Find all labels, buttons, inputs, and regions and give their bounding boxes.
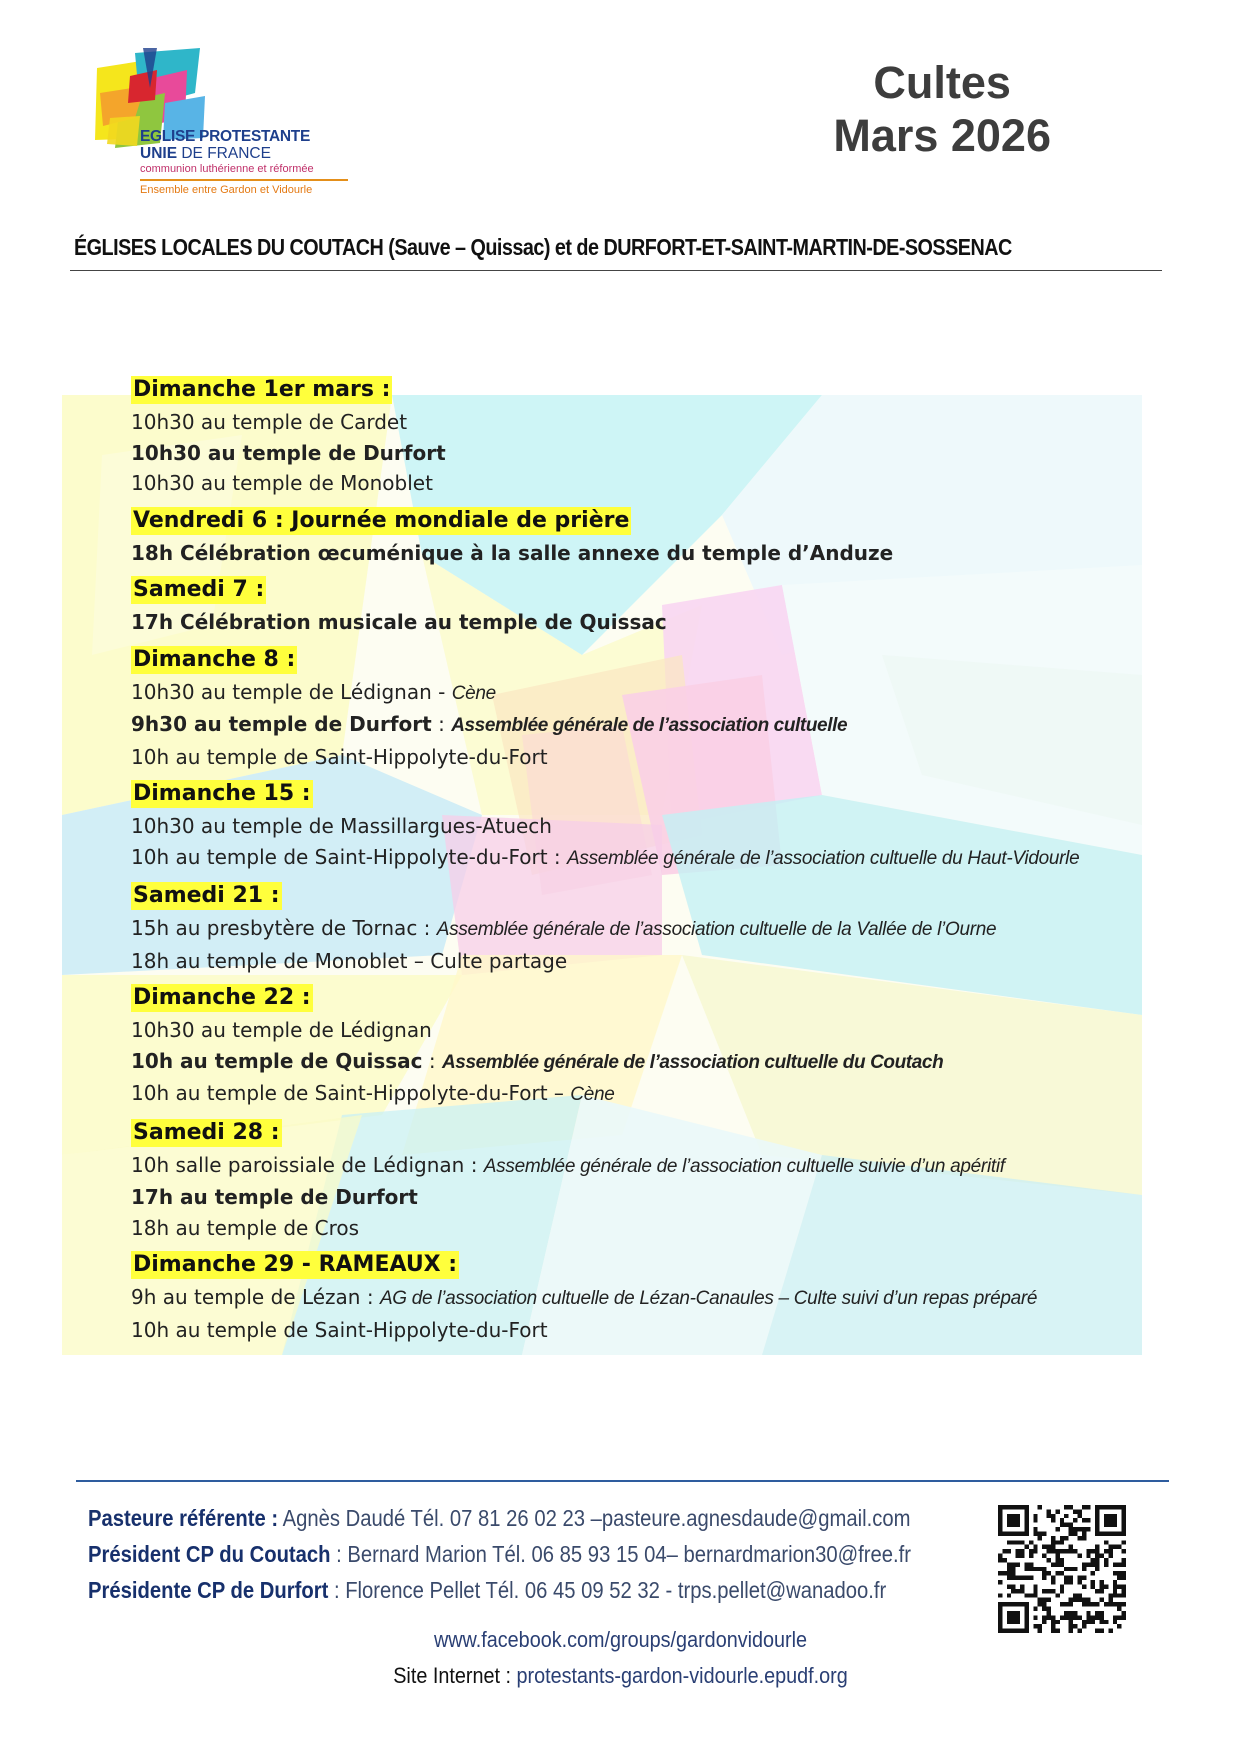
schedule-day (131, 780, 1131, 874)
service-entry (131, 1282, 1131, 1315)
service-time-place: 10h30 au temple de Durfort (131, 440, 446, 465)
schedule-day (131, 507, 1131, 569)
service-note: Assemblée générale de l’association cultuelle suivie d’un apéritif (483, 1155, 1005, 1177)
service-separator: : (360, 1285, 380, 1309)
service-separator: : (464, 1152, 484, 1177)
logo-line-4: Ensemble entre Gardon et Vidourle (140, 184, 313, 196)
service-time-place: 10h30 au temple de Monoblet (131, 471, 433, 495)
schedule-day (131, 646, 1131, 773)
subtitle-divider (70, 270, 1162, 271)
service-time-place: 18h au temple de Cros (131, 1215, 360, 1240)
schedule-day (131, 1251, 1131, 1345)
service-time-place: 10h salle paroissiale de Lédignan (131, 1152, 465, 1177)
service-time-place: 10h au temple de Saint-Hippolyte-du-Fort (131, 1081, 548, 1105)
service-entry (131, 946, 1131, 977)
logo-line-2-rest: DE FRANCE (177, 145, 271, 162)
logo-divider (140, 179, 348, 181)
schedule-day (131, 984, 1131, 1111)
day-heading: Samedi 7 : (133, 577, 265, 602)
day-heading: Dimanche 29 - RAMEAUX : (133, 1252, 458, 1277)
contact-text: Agnès Daudé Tél. 07 81 26 02 23 –pasteure.agnesdaude@gmail.com (278, 1505, 911, 1531)
title-line-2: Mars 2026 (833, 110, 1051, 161)
service-note: AG de l’association cultuelle de Lézan-Canaules – Culte suivi d’un repas préparé (379, 1288, 1038, 1309)
qr-code-icon (998, 1505, 1126, 1633)
logo-line-2 (140, 145, 385, 162)
service-note: Assemblée générale de l’association cultuelle (451, 715, 848, 736)
service-separator: – (547, 1081, 571, 1105)
service-time-place: 10h30 au temple de Lédignan (131, 1018, 432, 1042)
schedule (131, 376, 1131, 1353)
title-line-1: Cultes (873, 57, 1011, 108)
day-heading: Dimanche 22 : (133, 985, 311, 1010)
service-entry (131, 438, 1131, 469)
service-separator: - (431, 679, 452, 704)
day-heading: Vendredi 6 : Journée mondiale de prière (133, 507, 630, 533)
service-time-place: 18h Célébration œcuménique à la salle annexe du temple d’Anduze (131, 540, 894, 565)
page-title (833, 56, 1051, 162)
service-time-place: 15h au presbytère de Tornac (131, 916, 418, 940)
service-note: Assemblée générale de l’association cultuelle du Coutach (441, 1051, 944, 1073)
contact-label: Président CP du Coutach (88, 1541, 331, 1567)
contacts (88, 1500, 1023, 1608)
service-time-place: 9h30 au temple de Durfort (131, 712, 432, 736)
schedule-day (131, 1119, 1131, 1244)
service-time-place: 10h au temple de Saint-Hippolyte-du-Fort (131, 1317, 548, 1342)
schedule-day (131, 376, 1131, 499)
service-time-place: 10h au temple de Quissac (131, 1048, 423, 1073)
logo-line-3: communion luthérienne et réformée (140, 163, 314, 175)
service-entry (131, 1046, 1131, 1079)
website-label: Site Internet : (393, 1663, 517, 1688)
service-time-place: 9h au temple de Lézan (131, 1285, 361, 1309)
day-heading: Samedi 28 : (133, 1119, 280, 1145)
day-heading: Samedi 21 : (133, 883, 280, 908)
service-time-place: 10h au temple de Saint-Hippolyte-du-Fort (131, 844, 548, 869)
service-separator: : (422, 1048, 442, 1073)
service-time-place: 10h30 au temple de Lédignan (131, 679, 432, 704)
service-time-place: 10h au temple de Saint-Hippolyte-du-Fort (131, 744, 548, 769)
service-time-place: 10h30 au temple de Cardet (131, 410, 408, 434)
schedule-day (131, 576, 1131, 638)
service-time-place: 18h au temple de Monoblet – Culte partage (131, 948, 568, 973)
contact-pasteure (88, 1500, 911, 1536)
facebook-link[interactable]: www.facebook.com/groups/gardonvidourle (433, 1627, 808, 1652)
logo-text (140, 128, 385, 197)
service-entry (131, 607, 1131, 638)
service-note: Cène (451, 682, 496, 704)
service-note: Assemblée générale de l’association cultuelle de la Vallée de l’Ourne (436, 919, 997, 940)
service-entry (131, 842, 1131, 875)
service-entry (131, 1015, 1131, 1046)
service-entry (131, 913, 1131, 946)
day-heading: Dimanche 1er mars : (133, 377, 391, 402)
service-entry (131, 538, 1131, 569)
service-entry (131, 468, 1131, 499)
service-entry (131, 1182, 1131, 1213)
service-separator: : (417, 916, 437, 940)
logo-line-1: EGLISE PROTESTANTE (140, 128, 310, 145)
service-entry (131, 709, 1131, 742)
service-entry (131, 1078, 1131, 1111)
service-note: Assemblée générale de l’association cultuelle du Haut-Vidourle (567, 847, 1080, 869)
footer-divider (76, 1480, 1169, 1482)
page-subtitle: ÉGLISES LOCALES DU COUTACH (Sauve – Quissac) et de DURFORT-ET-SAINT-MARTIN-DE-SOSSENAC (74, 234, 1012, 260)
day-heading: Dimanche 15 : (133, 781, 311, 806)
day-heading: Dimanche 8 : (133, 646, 296, 672)
service-entry (131, 1213, 1131, 1244)
contact-presidente-durfort (88, 1572, 911, 1608)
service-entry (131, 407, 1131, 438)
logo-line-2-bold: UNIE (140, 145, 178, 162)
website-link[interactable]: protestants-gardon-vidourle.epudf.org (516, 1663, 848, 1688)
contact-label: Présidente CP de Durfort (88, 1577, 329, 1603)
contact-label: Pasteure référente : (88, 1505, 279, 1531)
website-line (62, 1658, 1179, 1694)
service-note: Cène (570, 1084, 615, 1105)
service-time-place: 17h au temple de Durfort (131, 1185, 418, 1209)
service-time-place: 17h Célébration musicale au temple de Quissac (131, 610, 667, 634)
service-separator: : (431, 712, 452, 736)
service-entry (131, 677, 1131, 710)
service-entry (131, 742, 1131, 773)
service-separator: : (547, 844, 568, 869)
service-time-place: 10h30 au temple de Massillargues-Atuech (131, 814, 552, 838)
contact-text: : Florence Pellet Tél. 06 45 09 52 32 - trps.pellet@wanadoo.fr (328, 1577, 887, 1603)
service-entry (131, 811, 1131, 842)
service-entry (131, 1150, 1131, 1183)
service-entry (131, 1315, 1131, 1346)
contact-president-coutach (88, 1536, 911, 1572)
contact-text: : Bernard Marion Tél. 06 85 93 15 04– bernardmarion30@free.fr (330, 1541, 912, 1567)
schedule-day (131, 882, 1131, 976)
